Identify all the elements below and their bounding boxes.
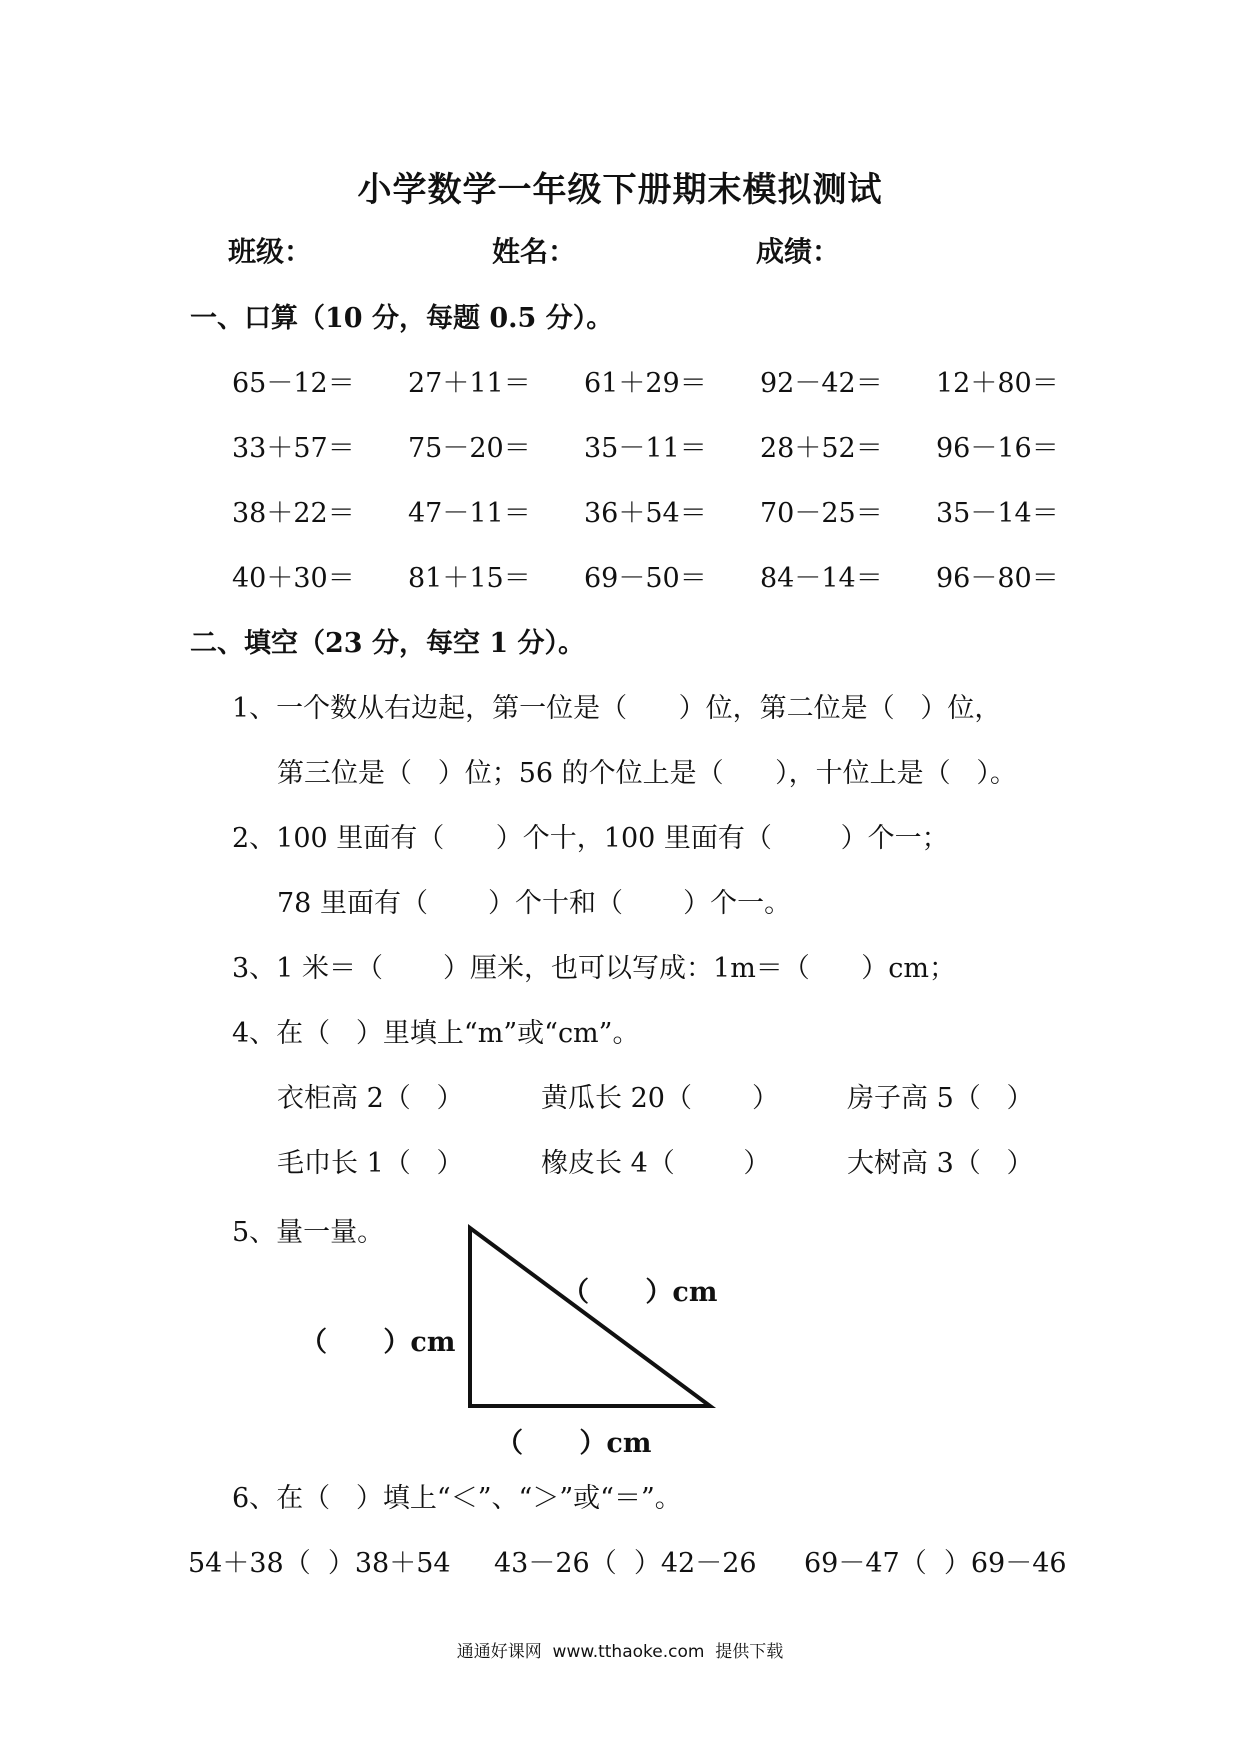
calc-item: 96－16＝ — [936, 433, 1059, 464]
calc-item: 27＋11＝ — [408, 368, 531, 399]
calc-item: 12＋80＝ — [936, 368, 1059, 399]
page-title: 小学数学一年级下册期末模拟测试 — [357, 170, 883, 210]
calc-item: 70－25＝ — [760, 498, 883, 529]
bottom-side-length-label: （ ）cm — [496, 1428, 652, 1459]
calc-item: 33＋57＝ — [232, 433, 355, 464]
q6-item: 69－47（ ）69－46 — [804, 1548, 1067, 1579]
q6-item: 54＋38（ ）38＋54 — [188, 1548, 451, 1579]
calc-item: 38＋22＝ — [232, 498, 355, 529]
calc-item: 84－14＝ — [760, 563, 883, 594]
q4-item: 衣柜高 2（ ） — [277, 1083, 464, 1114]
calc-item: 92－42＝ — [760, 368, 883, 399]
q4-item: 大树高 3（ ） — [847, 1148, 1034, 1179]
question-3: 3、1 米＝（ ）厘米，也可以写成：1m＝（ ）cm； — [232, 953, 957, 984]
q4-item: 黄瓜长 20（ ） — [541, 1083, 780, 1114]
question-1-line-1: 1、一个数从右边起，第一位是（ ）位，第二位是（ ）位， — [232, 693, 1002, 724]
score-label: 成绩： — [756, 235, 841, 268]
question-2-line-1: 2、100 里面有（ ）个十，100 里面有（ ）个一； — [232, 823, 949, 854]
q4-item: 毛巾长 1（ ） — [277, 1148, 464, 1179]
calc-item: 75－20＝ — [408, 433, 531, 464]
calc-item: 61＋29＝ — [584, 368, 707, 399]
calc-item: 35－14＝ — [936, 498, 1059, 529]
calc-item: 35－11＝ — [584, 433, 707, 464]
question-6: 6、在（ ）填上“＜”、“＞”或“＝”。 — [232, 1483, 682, 1514]
calc-item: 28＋52＝ — [760, 433, 883, 464]
calc-item: 65－12＝ — [232, 368, 355, 399]
calc-item: 81＋15＝ — [408, 563, 531, 594]
class-label: 班级： — [228, 235, 313, 268]
left-side-length-label: （ ）cm — [300, 1327, 456, 1358]
q4-item: 房子高 5（ ） — [847, 1083, 1034, 1114]
section1-heading: 一、口算（10 分，每题 0.5 分）。 — [190, 303, 614, 334]
question-4: 4、在（ ）里填上“m”或“cm”。 — [232, 1018, 640, 1049]
calc-item: 47－11＝ — [408, 498, 531, 529]
calc-item: 40＋30＝ — [232, 563, 355, 594]
hypotenuse-length-label: （ ）cm — [562, 1277, 718, 1308]
calc-item: 96－80＝ — [936, 563, 1059, 594]
question-1-line-2: 第三位是（ ）位；56 的个位上是（ ），十位上是（ ）。 — [277, 758, 1017, 789]
calc-item: 36＋54＝ — [584, 498, 707, 529]
calc-item: 69－50＝ — [584, 563, 707, 594]
question-2-line-2: 78 里面有（ ）个十和（ ）个一。 — [277, 888, 792, 919]
section2-heading: 二、填空（23 分，每空 1 分）。 — [190, 628, 586, 659]
q6-item: 43－26（ ）42－26 — [494, 1548, 757, 1579]
q4-item: 橡皮长 4（ ） — [541, 1148, 771, 1179]
name-label: 姓名： — [492, 235, 577, 268]
footer-credit: 通通好课网 www.tthaoke.com 提供下载 — [456, 1642, 784, 1662]
question-5: 5、量一量。 — [232, 1217, 385, 1248]
